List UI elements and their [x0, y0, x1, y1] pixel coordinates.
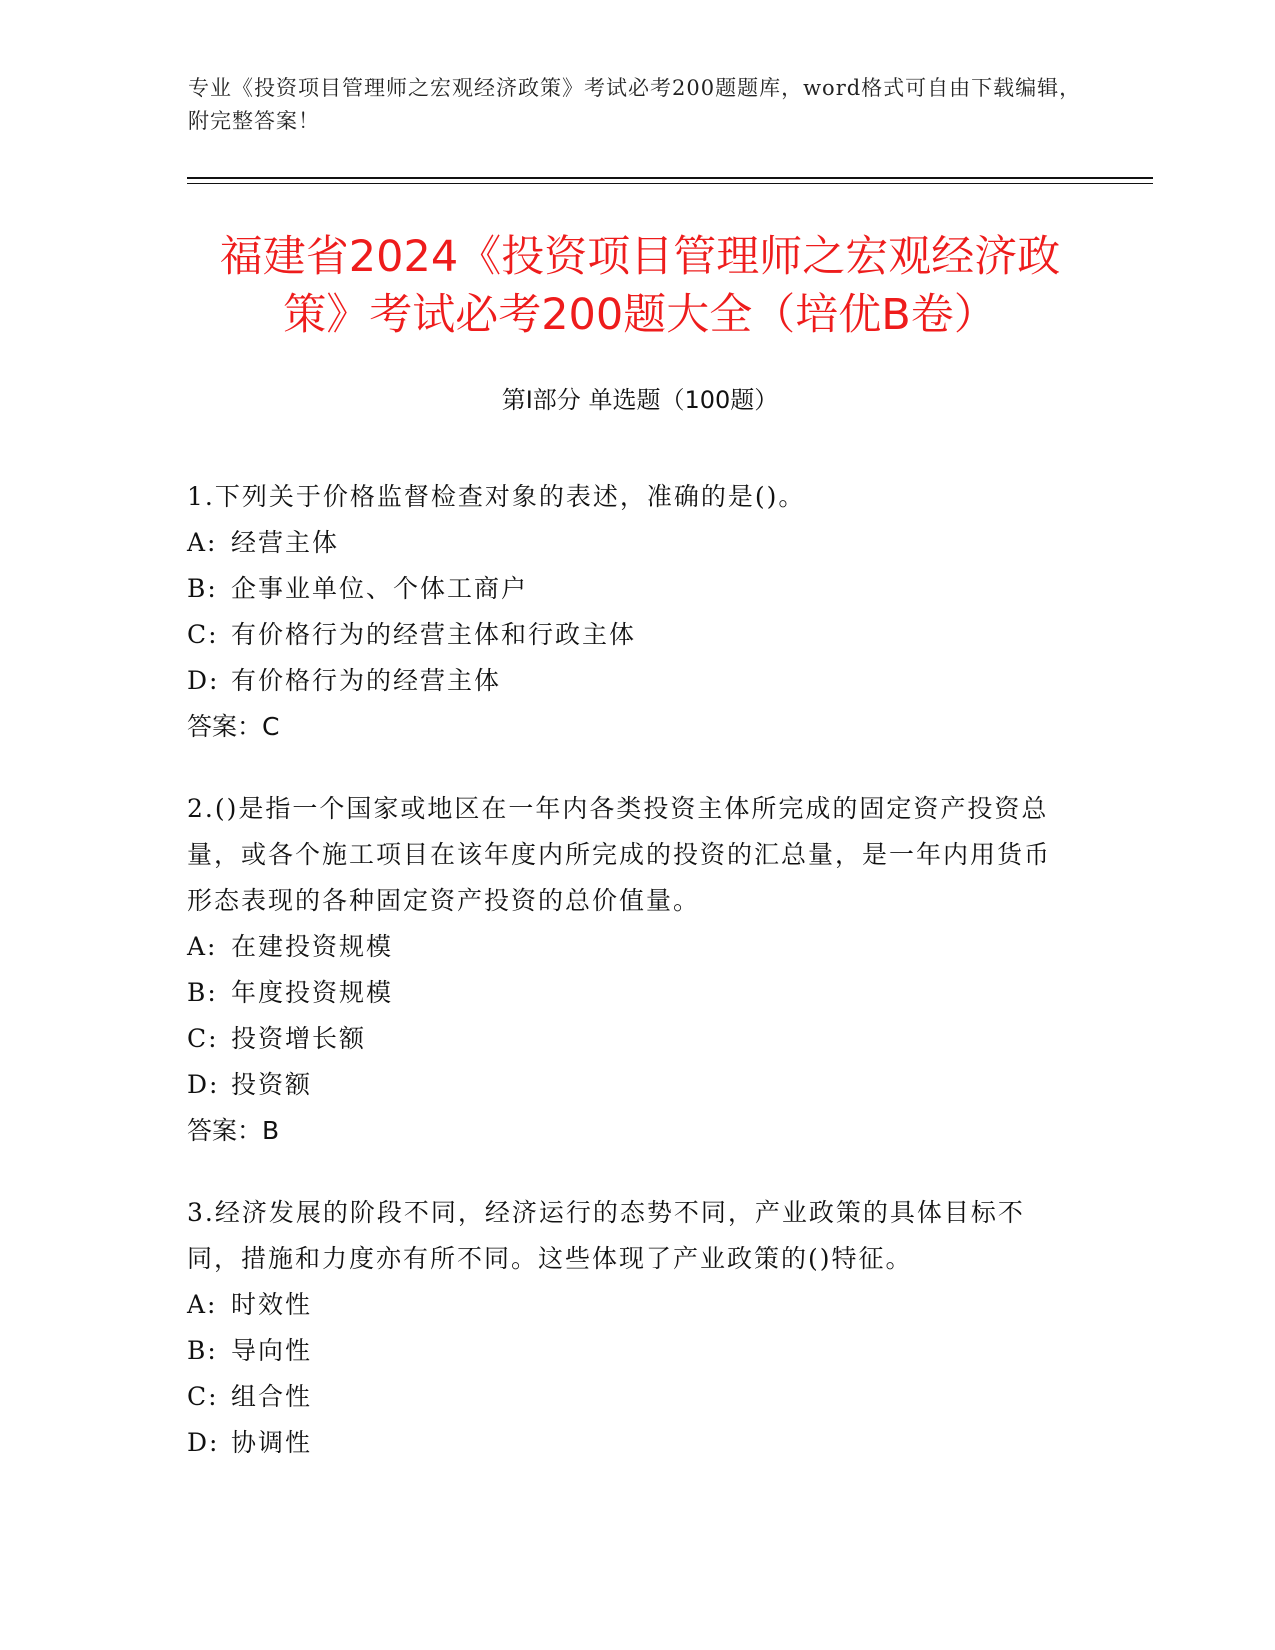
option-a — [187, 924, 1067, 970]
question-stem: 1.下列关于价格监督检查对象的表述，准确的是()。 — [187, 482, 806, 511]
option-text: 经营主体 — [231, 528, 340, 557]
option-label: A: — [187, 528, 218, 557]
option-text: 年度投资规模 — [231, 978, 394, 1007]
option-a — [187, 1282, 1067, 1328]
header-rule-thin — [187, 183, 1153, 184]
option-text: 有价格行为的经营主体 — [231, 666, 502, 695]
option-text: 在建投资规模 — [231, 932, 394, 961]
answer-line: 答案：C — [187, 712, 280, 741]
header-note: 专业《投资项目管理师之宏观经济政策》考试必考200题题库，word格式可自由下载编辑，附完整答案！ — [188, 76, 1082, 133]
section-title: 第I部分 单选题（100题） — [501, 386, 779, 414]
option-b — [187, 970, 1067, 1016]
option-text: 企事业单位、个体工商户 — [231, 574, 529, 603]
option-d — [187, 1420, 1067, 1466]
option-text: 组合性 — [231, 1382, 313, 1411]
option-c — [187, 1374, 1067, 1420]
option-label: A: — [187, 1290, 218, 1319]
option-text: 投资增长额 — [231, 1024, 367, 1053]
question-3 — [187, 1190, 1067, 1466]
option-a — [187, 520, 1067, 566]
option-label: B: — [187, 1336, 218, 1365]
option-label: B: — [187, 574, 218, 603]
question-stem: 2.()是指一个国家或地区在一年内各类投资主体所完成的固定资产投资总量，或各个施工项目在该年度内所完成的投资的汇总量，是一年内用货币形态表现的各种固定资产投资的总价值量。 — [187, 794, 1052, 915]
option-text: 导向性 — [231, 1336, 313, 1365]
option-text: 协调性 — [231, 1428, 313, 1457]
option-b — [187, 1328, 1067, 1374]
answer-line: 答案：B — [187, 1116, 280, 1145]
document-title: 福建省2024《投资项目管理师之宏观经济政策》考试必考200题大全（培优B卷） — [219, 232, 1061, 340]
option-d — [187, 658, 1067, 704]
option-text: 投资额 — [231, 1070, 313, 1099]
option-label: A: — [187, 932, 218, 961]
question-1 — [187, 474, 1067, 750]
question-stem: 3.经济发展的阶段不同，经济运行的态势不同，产业政策的具体目标不同，措施和力度亦有所不同。这些体现了产业政策的()特征。 — [187, 1198, 1025, 1273]
option-text: 有价格行为的经营主体和行政主体 — [231, 620, 637, 649]
option-text: 时效性 — [231, 1290, 313, 1319]
option-c — [187, 1016, 1067, 1062]
option-label: B: — [187, 978, 218, 1007]
question-list — [187, 474, 1067, 1502]
option-label: C: — [187, 1024, 219, 1053]
option-c — [187, 612, 1067, 658]
option-label: D: — [187, 1428, 220, 1457]
option-label: C: — [187, 1382, 219, 1411]
option-label: C: — [187, 620, 219, 649]
option-label: D: — [187, 666, 220, 695]
option-d — [187, 1062, 1067, 1108]
option-b — [187, 566, 1067, 612]
question-2 — [187, 786, 1067, 1154]
header-rule-thick — [187, 177, 1153, 179]
option-label: D: — [187, 1070, 220, 1099]
